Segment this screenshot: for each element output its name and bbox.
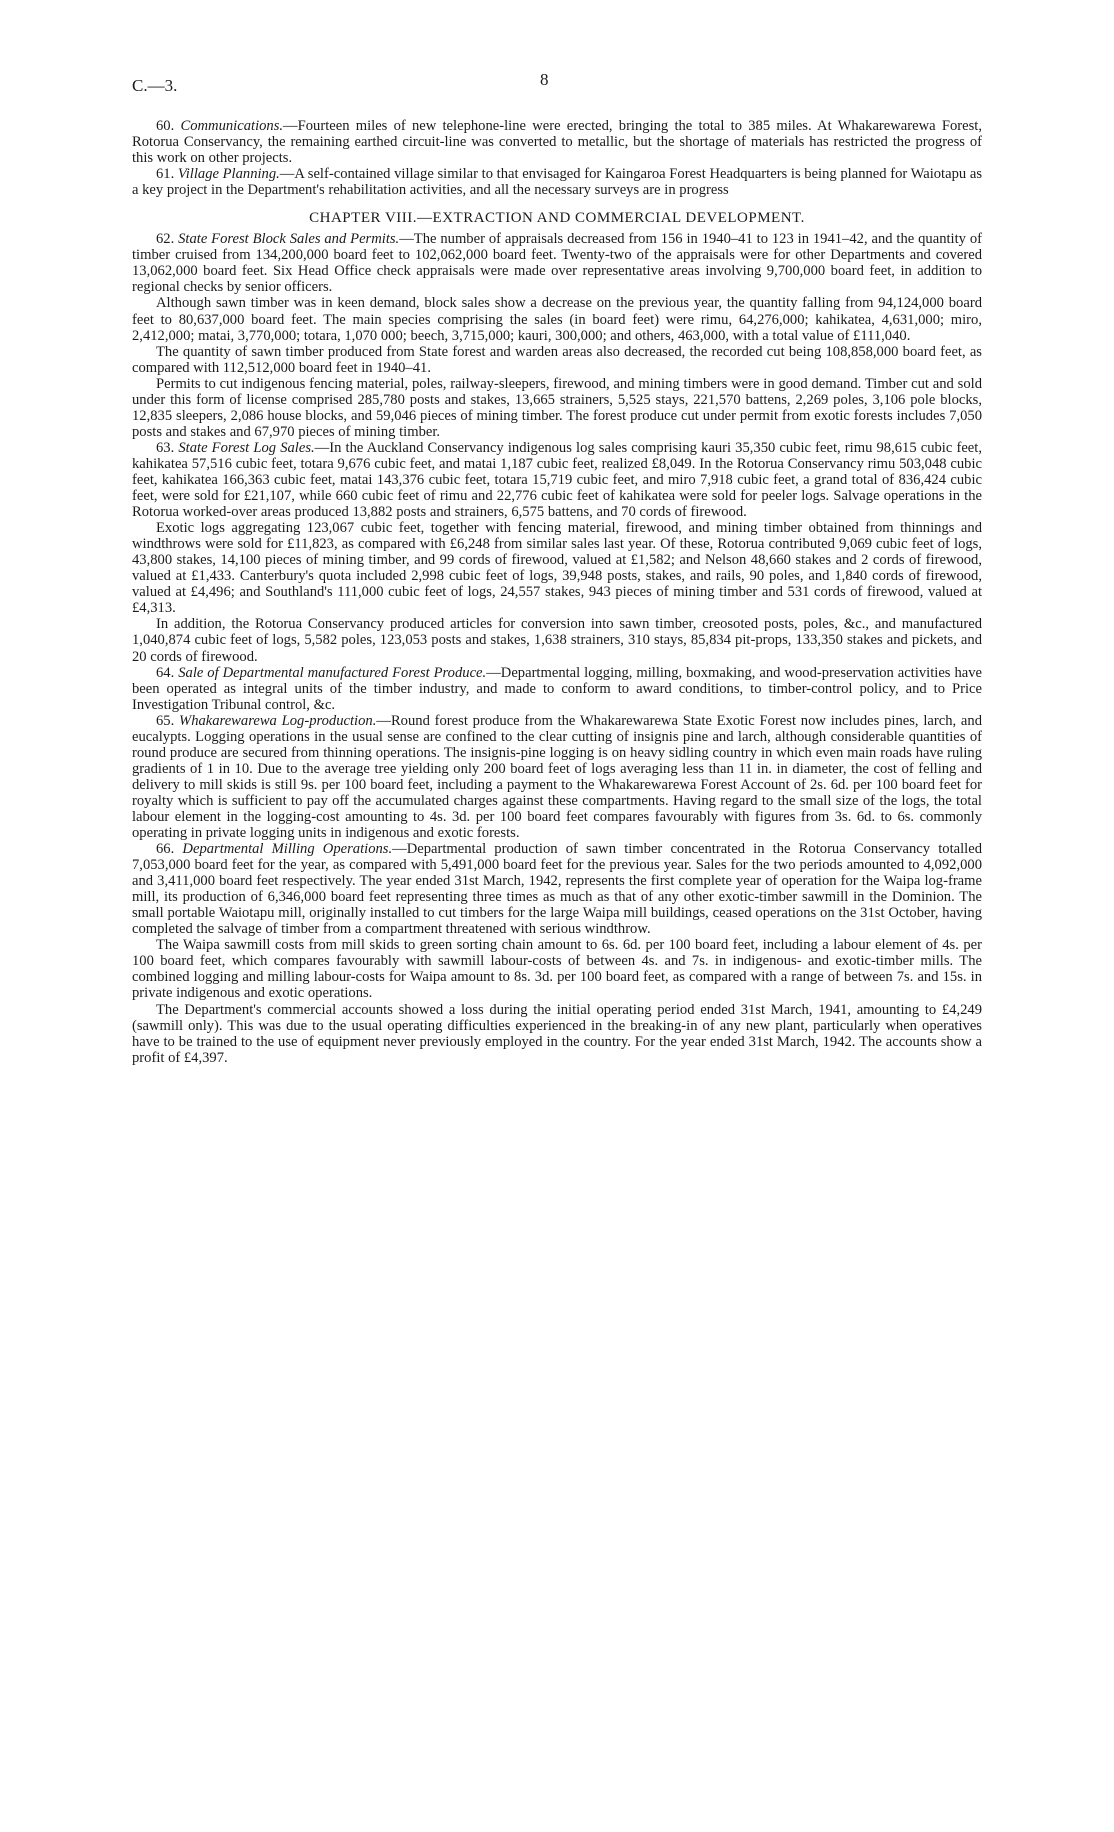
paragraph-title: State Forest Log Sales. [178, 439, 315, 456]
paragraph-text: —Round forest produce from the Whakarewarewa State Exotic Forest now includes pines, larch, and eucalypts. Logging operations in the usual sense are confined to the clear cutting of insignis pine and larch, although considerable quantities of round produce are secured from thinning operations. The insignis-pine logging is on heavy sidling country in which even main roads have ruling gradients of 1 in 10. Due to the average tree yielding only 200 board feet of logs averaging less than 11 in. in diameter, the cost of felling and delivery to mill skids is still 9s. per 100 board feet, including a payment to the Whakarewarewa Forest Account of 2s. 6d. per 100 board feet for royalty which is sufficient to pay off the accumulated charges against these compartments. Having regard to the small size of the logs, the total labour element in the logging-cost amounting to 4s. 3d. per 100 board feet compares favourably with figures from 3s. 6d. to 6s. commonly operating in private logging units in indigenous and exotic forests. [132, 712, 982, 842]
paragraph-number: 65. [156, 712, 175, 729]
paragraph-text: Although sawn timber was in keen demand, block sales show a decrease on the previous year, the quantity falling from 94,124,000 board feet to 80,637,000 board feet. The main species comprising the sales (in board feet) were rimu, 64,276,000; kahikatea, 4,631,000; miro, 2,412,000; matai, 3,770,000; totara, 1,070 000; beech, 3,715,000; kauri, 300,000; and others, 463,000, with a total value of £111,040. [132, 295, 982, 344]
paragraph-title: Departmental Milling Operations. [182, 841, 393, 858]
paragraph-commercial-accounts [132, 1002, 982, 1066]
page-number: 8 [540, 70, 549, 89]
paragraph-text: In addition, the Rotorua Conservancy produced articles for conversion into sawn timber, creosoted posts, poles, &c., and manufactured 1,040,874 cubic feet of logs, 5,582 poles, 123,053 posts and stakes, 1,638 strainers, 310 stays, 85,834 pit-props, 133,350 stakes and pickets, and 20 cords of firewood. [132, 616, 982, 665]
paragraph-permits [132, 376, 982, 440]
paragraph-60-communications [132, 118, 982, 166]
paragraph-65-log-production [132, 713, 982, 841]
paragraph-text: The Waipa sawmill costs from mill skids to green sorting chain amount to 6s. 6d. per 100 board feet, including a labour element of 4s. per 100 board feet, which compares favourably with sawmill labour-costs of between 4s. and 7s. in indigenous- and exotic-timber mills. The combined logging and milling labour-costs for Waipa amount to 8s. 3d. per 100 board feet, as compared with a range of between 7s. and 15s. in private indigenous and exotic operations. [132, 937, 982, 1002]
page-body [132, 118, 982, 1066]
paragraph-text: —Departmental logging, milling, boxmaking, and wood-preservation activities have been operated as integral units of the timber industry, and made to conform to award conditions, to timber-control policy, and to Price Investigation Tribunal control, &c. [132, 664, 982, 713]
paragraph-number: 62. [156, 231, 175, 248]
paragraph-text: The quantity of sawn timber produced from State forest and warden areas also decreased, the recorded cut being 108,858,000 board feet, as compared with 112,512,000 board feet in 1940–41. [132, 343, 982, 376]
document-page [132, 66, 982, 1806]
paragraph-text: —The number of appraisals decreased from 156 in 1940–41 to 123 in 1941–42, and the quantity of timber cruised from 134,200,000 board feet to 102,062,000 board feet. Twenty-two of the appraisals were for other Departments and covered 13,062,000 board feet. Six Head Office check appraisals were made over representative areas involving 9,700,000 board feet, in addition to regional checks by senior officers. [132, 231, 982, 296]
paragraph-text: —Departmental production of sawn timber concentrated in the Rotorua Conservancy totalled 7,053,000 board feet for the year, as compared with 5,491,000 board feet for the previous year. Sales for the two periods amounted to 4,092,000 and 3,411,000 board feet respectively. The year ended 31st March, 1942, represents the first complete year of operation for the Waipa log-frame mill, its production of 6,346,000 board feet representing three times as much as that of any other exotic-timber sawmill in the Dominion. The small portable Waiotapu mill, originally installed to cut timbers for the large Waipa mill buildings, ceased operations on the 31st October, having completed the salvage of timber from a compartment threatened with serious windthrow. [132, 841, 982, 938]
paragraph-text: Exotic logs aggregating 123,067 cubic feet, together with fencing material, firewood, and mining timber obtained from thinnings and windthrows were sold for £11,823, as compared with £6,248 from similar sales last year. Of these, Rotorua contributed 9,069 cubic feet of logs, 43,800 stakes, 14,100 pieces of mining timber, and 99 cords of firewood, valued at £1,582; and Nelson 48,660 stakes and 2 cords of firewood, valued at £1,433. Canterbury's quota included 2,998 cubic feet of logs, 39,948 posts, stakes, and rails, 90 poles, and 1,840 cords of firewood, valued at £4,496; and Southland's 111,000 cubic feet of logs, 24,557 stakes, 943 pieces of mining timber and 531 cords of firewood, valued at £4,313. [132, 520, 982, 617]
paragraph-number: 66. [156, 841, 175, 858]
paragraph-number: 64. [156, 664, 175, 681]
paragraph-title: Village Planning. [177, 166, 280, 183]
paragraph-63-log-sales [132, 440, 982, 520]
paragraph-rotorua-articles [132, 616, 982, 664]
paragraph-sawn-timber-production [132, 344, 982, 376]
paragraph-text: —A self-contained village similar to that envisaged for Kaingaroa Forest Headquarters is being planned for Waiotapu as a key project in the Department's rehabilitation activities, and all the necessary surveys are in progress [132, 166, 982, 199]
paragraph-number: 63. [156, 439, 175, 456]
paragraph-number: 61. [156, 166, 175, 183]
paragraph-text: —In the Auckland Conservancy indigenous log sales comprising kauri 35,350 cubic feet, rimu 98,615 cubic feet, kahikatea 57,516 cubic feet, totara 9,676 cubic feet, and matai 1,187 cubic feet, realized £8,049. In the Rotorua Conservancy rimu 503,048 cubic feet, kahikatea 166,363 cubic feet, matai 143,376 cubic feet, totara 15,719 cubic feet, and miro 7,918 cubic feet, a grand total of 836,424 cubic feet, were sold for £21,107, while 660 cubic feet of rimu and 22,776 cubic feet of kahikatea were sold for peeler logs. Salvage operations in the Rotorua worked-over areas produced 13,882 posts and strainers, 6,575 battens, and 70 cords of firewood. [132, 439, 982, 521]
paragraph-title: Communications. [180, 118, 284, 134]
chapter-heading: CHAPTER VIII.—EXTRACTION AND COMMERCIAL DEVELOPMENT. [309, 210, 805, 227]
paragraph-text: Permits to cut indigenous fencing material, poles, railway-sleepers, firewood, and mining timbers were in good demand. Timber cut and sold under this form of license comprised 285,780 posts and stakes, 13,665 strainers, 5,525 stays, 221,570 battens, 2,269 poles, 3,106 pole blocks, 12,835 sleepers, 2,086 house blocks, and 59,046 pieces of mining timber. The forest produce cut under permit from exotic forests includes 7,050 posts and stakes and 67,970 pieces of mining timber. [132, 375, 982, 440]
paragraph-title: State Forest Block Sales and Permits. [178, 231, 400, 248]
paragraph-text: —Fourteen miles of new telephone-line were erected, bringing the total to 385 miles. At Whakarewarewa Forest, Rotorua Conservancy, the remaining earthed circuit-line was converted to metallic, but the shortage of materials has restricted the progress of this work on other projects. [132, 118, 982, 167]
paragraph-exotic-logs [132, 520, 982, 616]
paragraph-62-block-sales [132, 231, 982, 295]
page-header [132, 66, 982, 106]
paragraph-title: Whakarewarewa Log-production. [179, 712, 377, 729]
paragraph-64-departmental-produce [132, 665, 982, 713]
paragraph-number: 60. [156, 118, 175, 134]
paragraph-waipa-costs [132, 937, 982, 1001]
document-reference: C.—3. [132, 76, 178, 95]
paragraph-title: Sale of Departmental manufactured Forest Produce. [178, 664, 487, 681]
paragraph-block-sales-species [132, 295, 982, 343]
paragraph-66-milling-operations [132, 841, 982, 937]
paragraph-61-village-planning [132, 166, 982, 198]
paragraph-text: The Department's commercial accounts showed a loss during the initial operating period ended 31st March, 1941, amounting to £4,249 (sawmill only). This was due to the usual operating difficulties experienced in the breaking-in of any new plant, particularly when operatives have to be trained to the use of equipment never previously employed in the country. For the year ended 31st March, 1942. The accounts show a profit of £4,397. [132, 1001, 982, 1066]
